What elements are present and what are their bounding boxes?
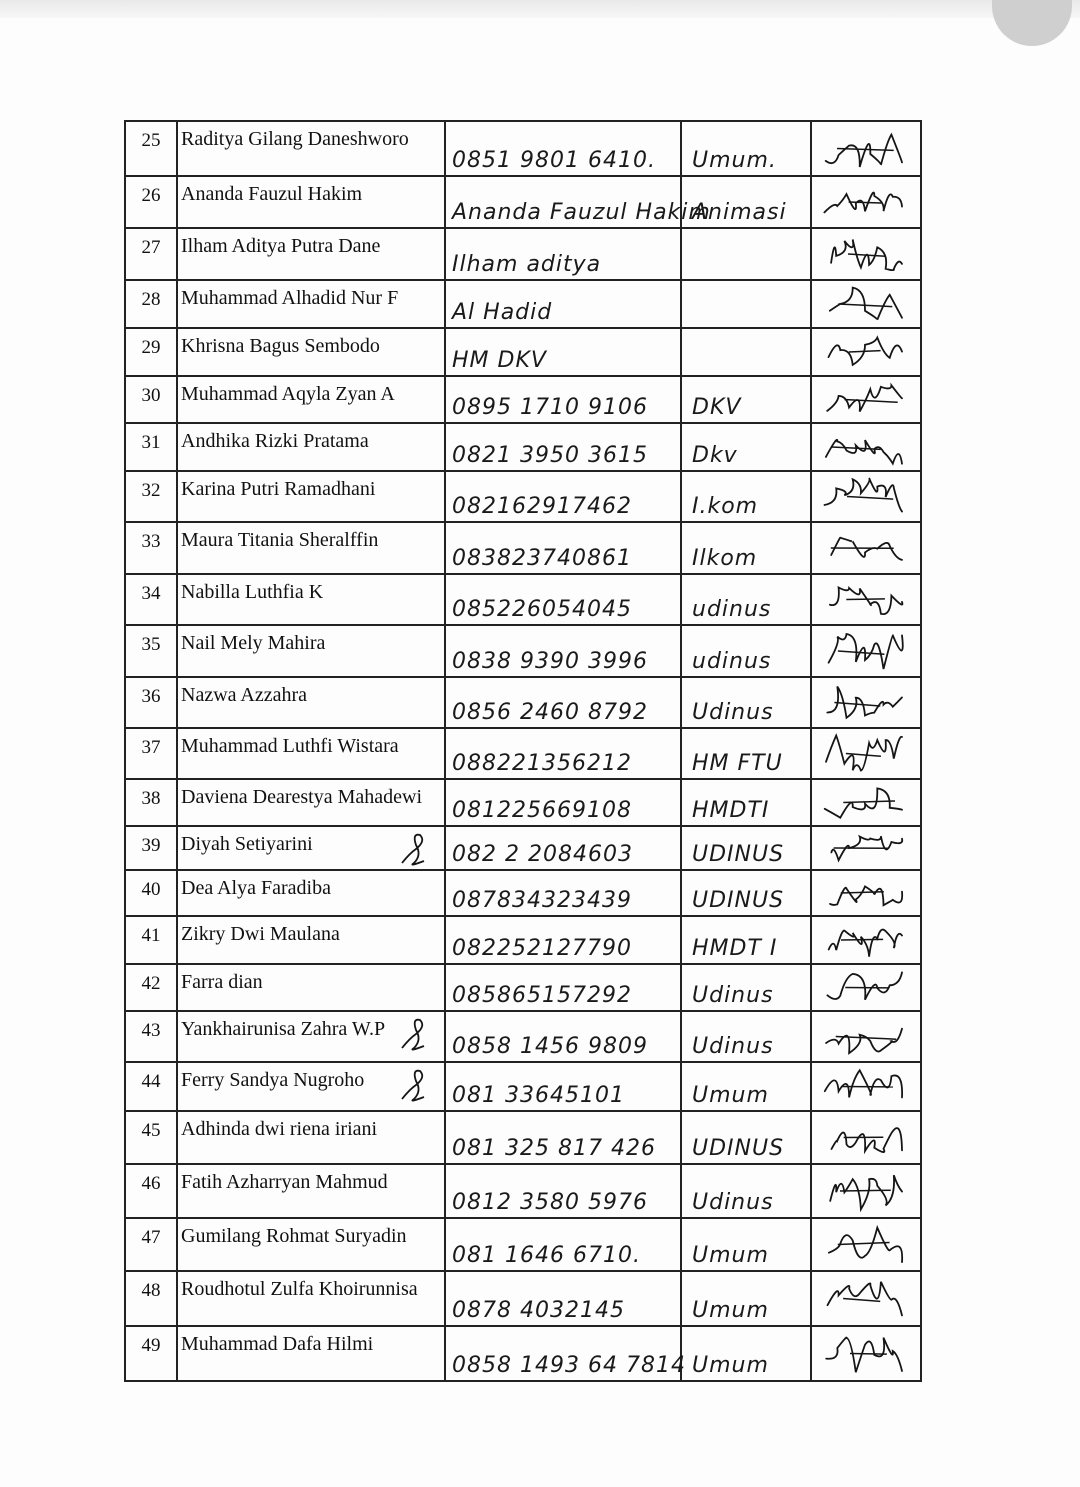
signature-cell [811, 870, 921, 916]
signature-cell [811, 574, 921, 625]
participant-name [177, 1271, 445, 1326]
row-number: 31 [125, 423, 177, 471]
attendance-table [124, 120, 922, 1382]
row-number: 34 [125, 574, 177, 625]
signature-cell [811, 376, 921, 423]
table-row [125, 677, 921, 728]
row-number: 44 [125, 1062, 177, 1111]
phone-number: 081225669108 [445, 779, 681, 826]
participant-name-text: Andhika Rizki Pratama [181, 430, 369, 452]
participant-name [177, 574, 445, 625]
signature-scribble [820, 628, 910, 679]
row-number: 47 [125, 1218, 177, 1271]
signature-cell [811, 728, 921, 779]
signature-cell [811, 522, 921, 574]
signature-scribble [820, 731, 910, 781]
phone-number: 083823740861 [445, 522, 681, 574]
row-number: 43 [125, 1011, 177, 1062]
signature-scribble [820, 474, 910, 524]
table-row [125, 176, 921, 228]
row-number: 30 [125, 376, 177, 423]
participant-name-text: Muhammad Dafa Hilmi [181, 1333, 374, 1355]
signature-scribble [820, 1065, 910, 1113]
signature-scribble [820, 426, 910, 473]
row-number: 33 [125, 522, 177, 574]
institution: Umum [681, 1271, 811, 1326]
participant-name [177, 1111, 445, 1164]
participant-name [177, 826, 445, 870]
participant-name [177, 870, 445, 916]
participant-name-text: Ferry Sandya Nugroho [181, 1069, 365, 1091]
participant-name-text: Karina Putri Ramadhani [181, 478, 376, 500]
handwritten-mark [396, 1016, 430, 1058]
table-row [125, 1271, 921, 1326]
institution: Udinus [681, 1011, 811, 1062]
table-row [125, 826, 921, 870]
institution: UDINUS [681, 826, 811, 870]
participant-name [177, 121, 445, 176]
table-row [125, 280, 921, 328]
participant-name [177, 728, 445, 779]
participant-name-text: Maura Titania Sheralffin [181, 529, 379, 551]
signature-cell [811, 471, 921, 522]
institution: Udinus [681, 964, 811, 1011]
institution: HMDT I [681, 916, 811, 964]
signature-scribble [820, 1114, 910, 1166]
phone-number: Al Hadid [445, 280, 681, 328]
signature-scribble [820, 919, 910, 966]
row-number: 32 [125, 471, 177, 522]
participant-name [177, 1164, 445, 1218]
participant-name [177, 964, 445, 1011]
participant-name [177, 1062, 445, 1111]
table-row [125, 228, 921, 280]
scan-top-edge [0, 0, 1080, 18]
participant-name-text: Adhinda dwi riena iriani [181, 1118, 378, 1140]
participant-name-text: Muhammad Aqyla Zyan A [181, 383, 395, 405]
signature-cell [811, 1218, 921, 1271]
signature-cell [811, 677, 921, 728]
table-row [125, 964, 921, 1011]
handwritten-mark [396, 831, 430, 873]
signature-scribble [820, 379, 910, 425]
signature-cell [811, 916, 921, 964]
signature-cell [811, 228, 921, 280]
row-number: 37 [125, 728, 177, 779]
phone-number: 0858 1456 9809 [445, 1011, 681, 1062]
row-number: 38 [125, 779, 177, 826]
institution: UDINUS [681, 870, 811, 916]
table-row [125, 574, 921, 625]
signature-cell [811, 1062, 921, 1111]
phone-number: 0856 2460 8792 [445, 677, 681, 728]
participant-name-text: Zikry Dwi Maulana [181, 923, 340, 945]
signature-cell [811, 1164, 921, 1218]
row-number: 41 [125, 916, 177, 964]
table-row [125, 522, 921, 574]
phone-number: 0812 3580 5976 [445, 1164, 681, 1218]
participant-name [177, 328, 445, 376]
institution: udinus [681, 625, 811, 677]
signature-cell [811, 328, 921, 376]
table-row [125, 1062, 921, 1111]
signature-scribble [820, 231, 910, 282]
phone-number: 085226054045 [445, 574, 681, 625]
institution: Dkv [681, 423, 811, 471]
signature-cell [811, 1271, 921, 1326]
signature-scribble [820, 179, 910, 230]
participant-name-text: Khrisna Bagus Sembodo [181, 335, 380, 357]
participant-name [177, 228, 445, 280]
phone-number: 0878 4032145 [445, 1271, 681, 1326]
participant-name-text: Dea Alya Faradiba [181, 877, 331, 899]
participant-name [177, 625, 445, 677]
institution: Umum. [681, 121, 811, 176]
phone-number: 0838 9390 3996 [445, 625, 681, 677]
signature-scribble [820, 525, 910, 576]
signature-scribble [820, 873, 910, 918]
institution [681, 280, 811, 328]
signature-cell [811, 779, 921, 826]
participant-name [177, 1011, 445, 1062]
row-number: 29 [125, 328, 177, 376]
signature-scribble [820, 1221, 910, 1273]
institution: Animasi [681, 176, 811, 228]
phone-number: 0851 9801 6410. [445, 121, 681, 176]
participant-name-text: Roudhotul Zulfa Khoirunnisa [181, 1278, 418, 1300]
row-number: 39 [125, 826, 177, 870]
phone-number: 081 325 817 426 [445, 1111, 681, 1164]
institution: Umum [681, 1218, 811, 1271]
institution: udinus [681, 574, 811, 625]
participant-name-text: Muhammad Luthfi Wistara [181, 735, 399, 757]
row-number: 26 [125, 176, 177, 228]
participant-name-text: Ilham Aditya Putra Dane [181, 235, 381, 257]
phone-number: 0858 1493 64 7814 [445, 1326, 681, 1381]
row-number: 25 [125, 121, 177, 176]
phone-number: Ananda Fauzul Hakim [445, 176, 681, 228]
signature-cell [811, 1011, 921, 1062]
row-number: 49 [125, 1326, 177, 1381]
table-row [125, 728, 921, 779]
row-number: 45 [125, 1111, 177, 1164]
participant-name-text: Gumilang Rohmat Suryadin [181, 1225, 407, 1247]
participant-name [177, 423, 445, 471]
signature-cell [811, 1326, 921, 1381]
participant-name-text: Diyah Setiyarini [181, 833, 313, 855]
participant-name [177, 1218, 445, 1271]
signature-scribble [820, 782, 910, 828]
row-number: 46 [125, 1164, 177, 1218]
institution: Umum [681, 1062, 811, 1111]
participant-name [177, 176, 445, 228]
participant-name [177, 280, 445, 328]
participant-name-text: Nazwa Azzahra [181, 684, 308, 706]
table-row [125, 916, 921, 964]
participant-name-text: Raditya Gilang Daneshworo [181, 128, 409, 150]
signature-scribble [820, 1329, 910, 1383]
signature-cell [811, 121, 921, 176]
institution: Umum [681, 1326, 811, 1381]
signature-scribble [820, 1167, 910, 1220]
signature-cell [811, 1111, 921, 1164]
table-row [125, 328, 921, 376]
table-row [125, 376, 921, 423]
institution: I.kom [681, 471, 811, 522]
phone-number: 082252127790 [445, 916, 681, 964]
participant-name-text: Daviena Dearestya Mahadewi [181, 786, 422, 808]
table-row [125, 1011, 921, 1062]
row-number: 36 [125, 677, 177, 728]
participant-name-text: Farra dian [181, 971, 263, 993]
participant-name-text: Ananda Fauzul Hakim [181, 183, 363, 205]
signature-scribble [820, 124, 910, 178]
institution: UDINUS [681, 1111, 811, 1164]
row-number: 42 [125, 964, 177, 1011]
table-row [125, 779, 921, 826]
participant-name-text: Fatih Azharryan Mahmud [181, 1171, 388, 1193]
signature-scribble [820, 331, 910, 378]
signature-scribble [820, 680, 910, 730]
participant-name [177, 376, 445, 423]
phone-number: HM DKV [445, 328, 681, 376]
signature-cell [811, 625, 921, 677]
row-number: 35 [125, 625, 177, 677]
signature-cell [811, 176, 921, 228]
phone-number: 087834323439 [445, 870, 681, 916]
participant-name-text: Yankhairunisa Zahra W.P [181, 1018, 386, 1040]
phone-number: 0821 3950 3615 [445, 423, 681, 471]
participant-name [177, 779, 445, 826]
table-row [125, 471, 921, 522]
signature-cell [811, 826, 921, 870]
table-row [125, 423, 921, 471]
institution: HM FTU [681, 728, 811, 779]
signature-scribble [820, 829, 910, 872]
institution: HMDTI [681, 779, 811, 826]
institution [681, 328, 811, 376]
signature-scribble [820, 967, 910, 1013]
institution: DKV [681, 376, 811, 423]
signature-cell [811, 964, 921, 1011]
participant-name-text: Muhammad Alhadid Nur F [181, 287, 399, 309]
participant-name-text: Nabilla Luthfia K [181, 581, 324, 603]
table-row [125, 870, 921, 916]
participant-name [177, 916, 445, 964]
table-row [125, 1164, 921, 1218]
row-number: 28 [125, 280, 177, 328]
participant-name-text: Nail Mely Mahira [181, 632, 326, 654]
phone-number: Ilham aditya [445, 228, 681, 280]
participant-name [177, 522, 445, 574]
row-number: 40 [125, 870, 177, 916]
phone-number: 085865157292 [445, 964, 681, 1011]
institution: Udinus [681, 677, 811, 728]
institution: Udinus [681, 1164, 811, 1218]
signature-scribble [820, 1274, 910, 1328]
table-row [125, 1326, 921, 1381]
participant-name [177, 471, 445, 522]
phone-number: 082162917462 [445, 471, 681, 522]
phone-number: 0895 1710 9106 [445, 376, 681, 423]
table-row [125, 625, 921, 677]
signature-scribble [820, 577, 910, 627]
participant-name [177, 1326, 445, 1381]
signature-scribble [820, 1014, 910, 1064]
row-number: 27 [125, 228, 177, 280]
institution: Ilkom [681, 522, 811, 574]
table-row [125, 1218, 921, 1271]
signature-cell [811, 423, 921, 471]
handwritten-mark [396, 1067, 430, 1109]
table-row [125, 121, 921, 176]
phone-number: 081 33645101 [445, 1062, 681, 1111]
phone-number: 081 1646 6710. [445, 1218, 681, 1271]
institution [681, 228, 811, 280]
signature-scribble [820, 283, 910, 330]
participant-name [177, 677, 445, 728]
row-number: 48 [125, 1271, 177, 1326]
phone-number: 088221356212 [445, 728, 681, 779]
phone-number: 082 2 2084603 [445, 826, 681, 870]
signature-cell [811, 280, 921, 328]
table-row [125, 1111, 921, 1164]
